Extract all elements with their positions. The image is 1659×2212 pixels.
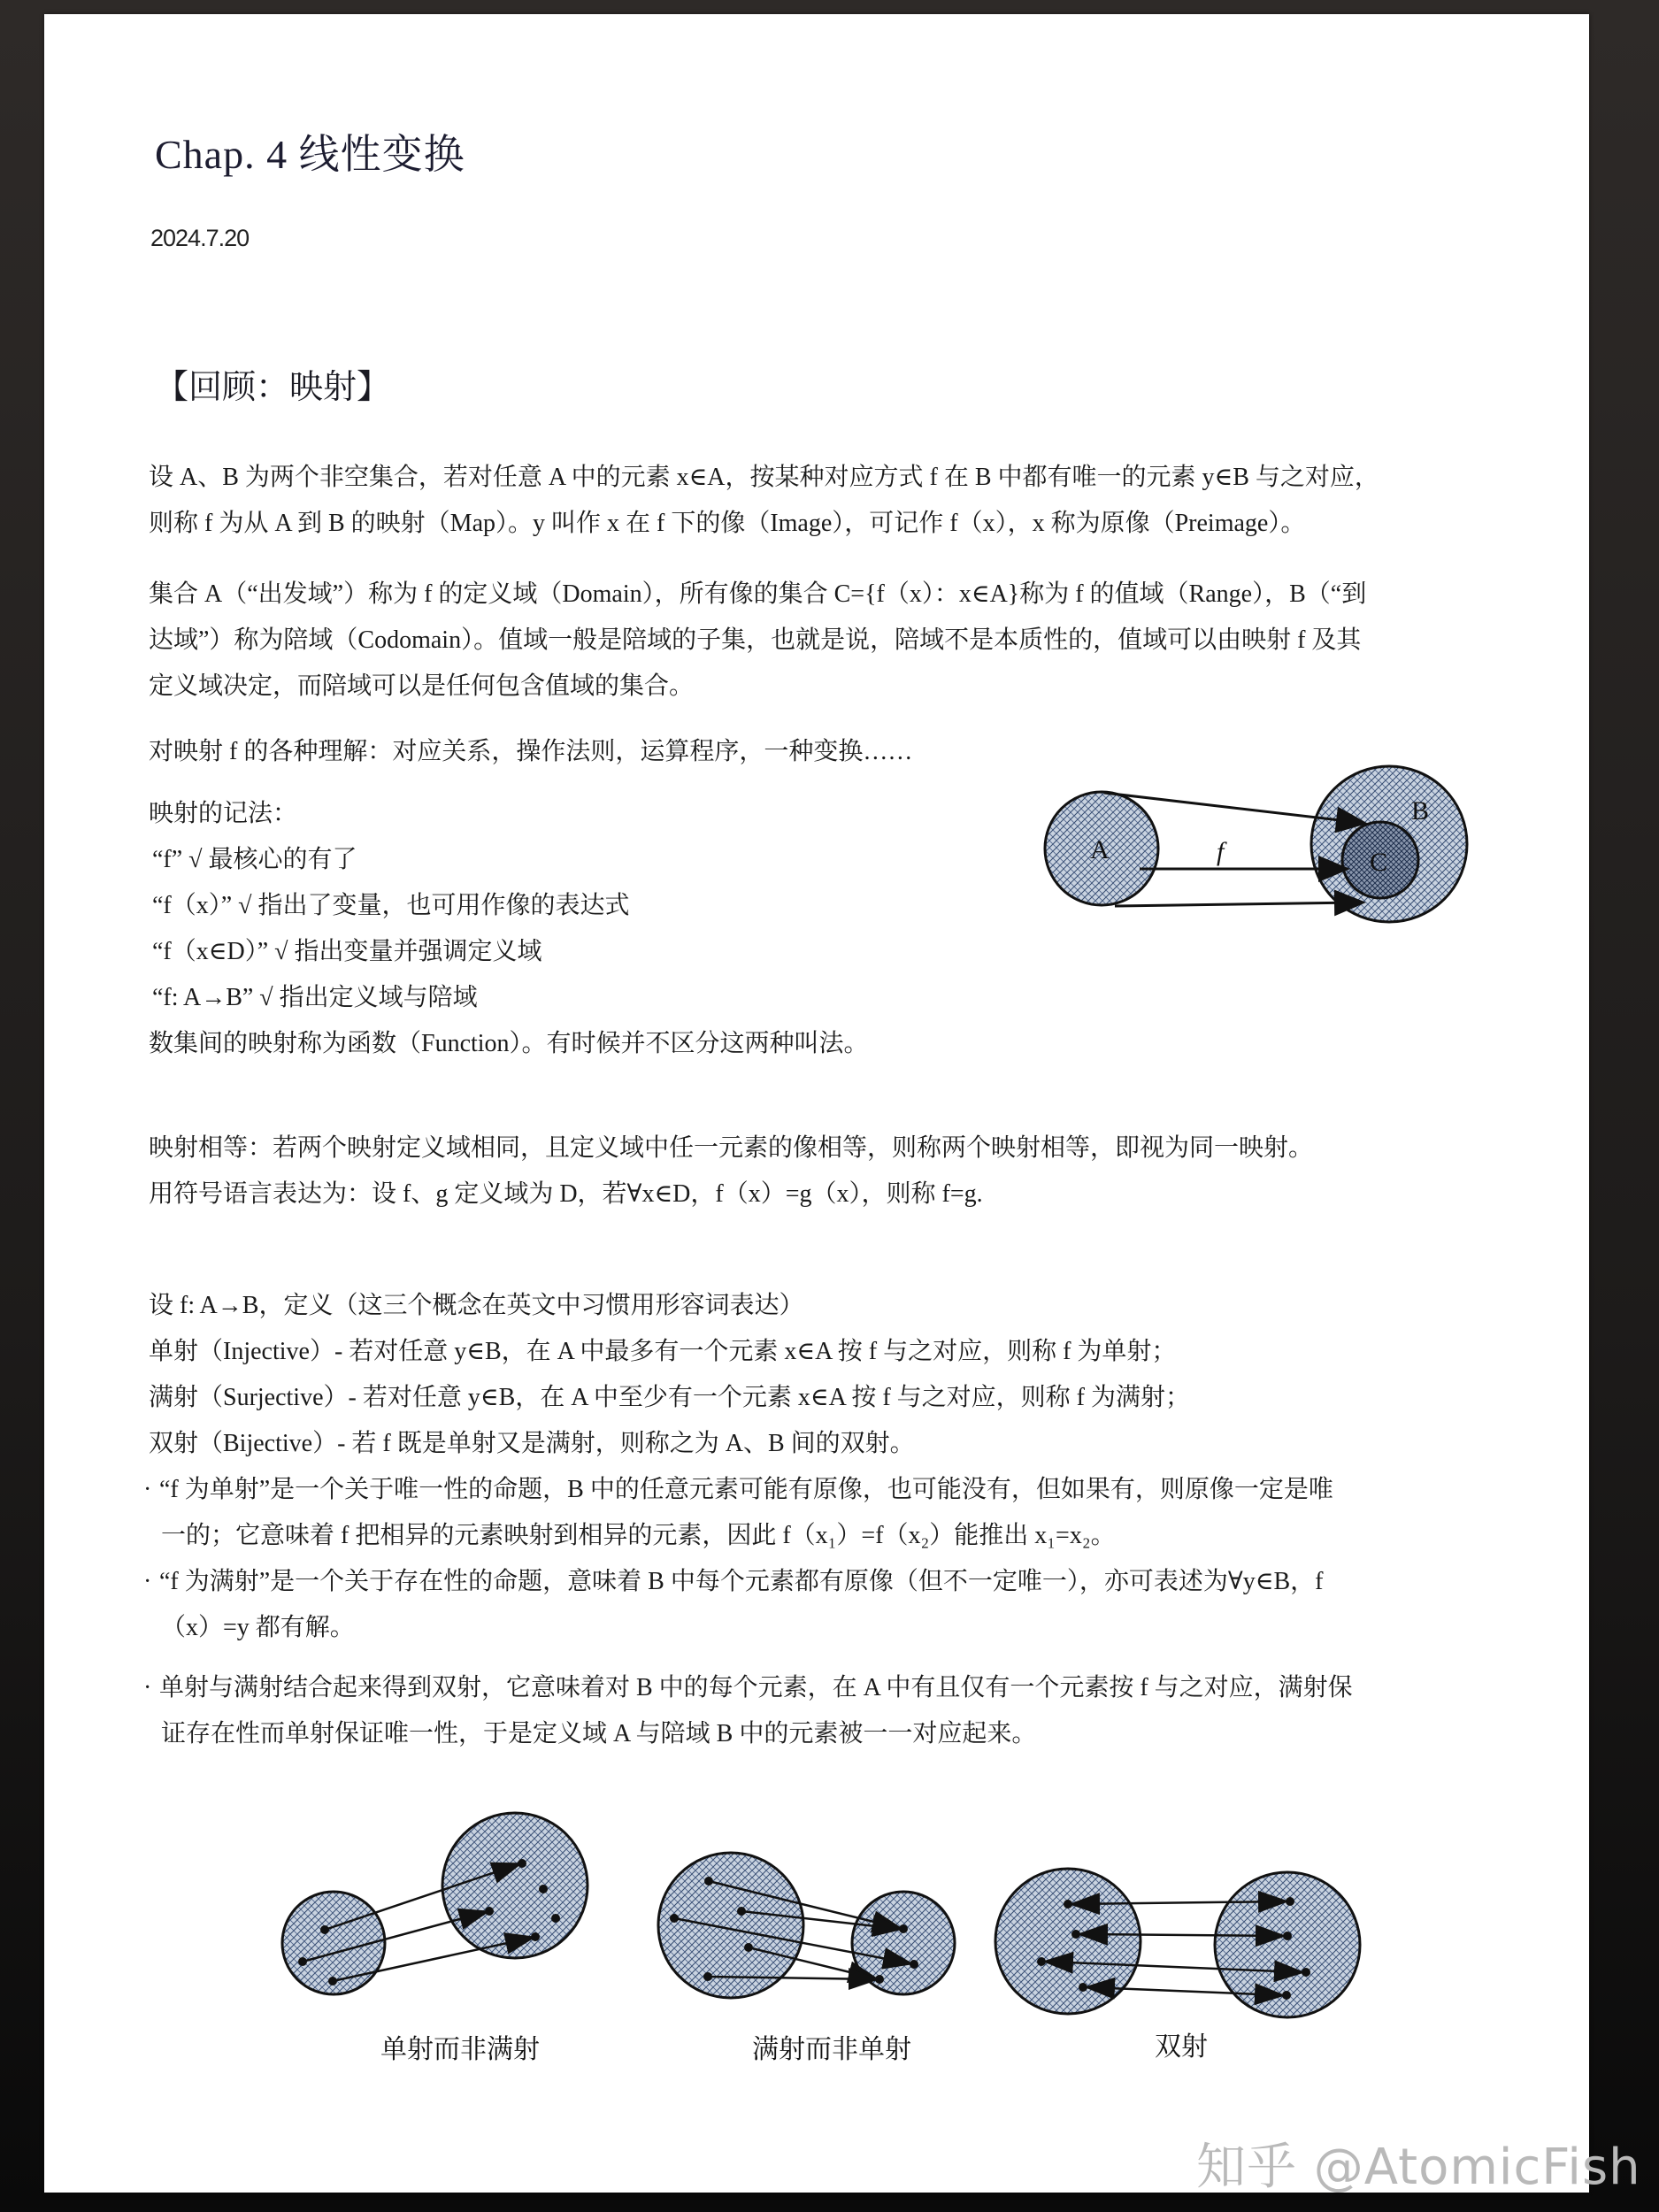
domain-circle <box>995 1869 1141 2014</box>
definition-surjective: 满射（Surjective）- 若对任意 y∈B，在 A 中至少有一个元素 x∈A 按 f 与之对应，则称 f 为满射； <box>149 1384 1190 1411</box>
bullet-injective-line-2: 一的；它意味着 f 把相异的元素映射到相异的元素，因此 f（x₁）=f（x₂）能推出 x₁=x₂。 <box>161 1522 1116 1549</box>
diagram-caption: 单射而非满射 <box>380 2035 540 2064</box>
paragraph-domain-line-3: 定义域决定，而陪域可以是任何包含值域的集合。 <box>149 672 695 700</box>
notation-item: “f” √ 最核心的有了 <box>152 846 357 873</box>
definition-intro: 设 f: A→B，定义（这三个概念在英文中习惯用形容词表达） <box>149 1292 804 1319</box>
diagram-surjective <box>628 1810 964 2076</box>
document-page <box>44 14 1589 2193</box>
bullet-marker: · <box>143 1568 152 1595</box>
equality-line-1: 映射相等：若两个映射定义域相同，且定义域中任一元素的像相等，则称两个映射相等，即视为同一映射。 <box>149 1134 1314 1162</box>
bullet-bijective-line-1 <box>143 1665 1353 1711</box>
bullet-text: “f 为单射”是一个关于唯一性的命题，B 中的任意元素可能有原像，也可能没有，但如果有，则原像一定是唯 <box>159 1476 1333 1503</box>
watermark: 知乎 @AtomicFish <box>1196 2139 1641 2196</box>
bullet-text: “f 为满射”是一个关于存在性的命题，意味着 B 中每个元素都有原像（但不一定唯一），亦可表述为∀y∈B，f <box>159 1568 1324 1595</box>
page-title: Chap. 4 线性变换 <box>155 132 465 177</box>
diagram-caption: 双射 <box>1155 2032 1208 2062</box>
function-note: 数集间的映射称为函数（Function）。有时候并不区分这两种叫法。 <box>149 1030 869 1057</box>
label-f: f <box>1217 837 1225 866</box>
paragraph-domain-line-1: 集合 A（“出发域”）称为 f 的定义域（Domain），所有像的集合 C={f（x）：x∈A}称为 f 的值域（Range），B（“到 <box>149 580 1367 608</box>
bullet-marker: · <box>143 1674 152 1701</box>
diagram-injective <box>265 1810 637 2076</box>
definition-injective: 单射（Injective）- 若对任意 y∈B，在 A 中最多有一个元素 x∈A 按 f 与之对应，则称 f 为单射； <box>149 1338 1177 1365</box>
codomain-circle <box>442 1813 588 1958</box>
mapping-diagram-figure <box>1035 756 1478 933</box>
bullet-text: 单射与满射结合起来得到双射，它意味着对 B 中的每个元素，在 A 中有且仅有一个元素按 f 与之对应，满射保 <box>159 1674 1353 1701</box>
label-a: A <box>1090 835 1110 864</box>
mapping-arrow <box>1115 902 1361 906</box>
notation-item: “f: A→B” √ 指出定义域与陪域 <box>152 984 478 1011</box>
bullet-injective-line-1 <box>143 1467 1333 1513</box>
document-date: 2024.7.20 <box>150 225 250 251</box>
notation-heading: 映射的记法： <box>149 800 298 827</box>
section-heading: 【回顾：映射】 <box>155 369 391 406</box>
paragraph-understanding: 对映射 f 的各种理解：对应关系，操作法则，运算程序，一种变换…… <box>149 738 913 765</box>
diagram-caption: 满射而非单射 <box>752 2035 911 2064</box>
paragraph-definition-line-1: 设 A、B 为两个非空集合，若对任意 A 中的元素 x∈A，按某种对应方式 f 在 B 中都有唯一的元素 y∈B 与之对应， <box>149 464 1379 491</box>
label-c: C <box>1370 848 1388 877</box>
notation-item: “f（x∈D）” √ 指出变量并强调定义域 <box>152 938 542 965</box>
diagram-bijective <box>982 1837 1389 2076</box>
bullet-bijective-line-2: 证存在性而单射保证唯一性，于是定义域 A 与陪域 B 中的元素被一一对应起来。 <box>161 1720 1037 1747</box>
paragraph-definition-line-2: 则称 f 为从 A 到 B 的映射（Map）。y 叫作 x 在 f 下的像（Image），可记作 f（x），x 称为原像（Preimage）。 <box>149 510 1306 537</box>
definition-bijective: 双射（Bijective）- 若 f 既是单射又是满射，则称之为 A、B 间的双射。 <box>149 1430 915 1457</box>
mapping-diagram <box>1035 756 1478 933</box>
bullet-marker: · <box>143 1476 152 1503</box>
bijective-diagram-figure <box>982 1837 1389 2023</box>
paragraph-domain-line-2: 达域”）称为陪域（Codomain）。值域一般是陪域的子集，也就是说，陪域不是本质性的，值域可以由映射 f 及其 <box>149 626 1362 654</box>
bullet-surjective-line-1 <box>143 1559 1324 1605</box>
injective-diagram-figure <box>265 1810 637 2014</box>
equality-line-2: 用符号语言表达为：设 f、g 定义域为 D，若∀x∈D，f（x）=g（x），则称 f=g. <box>149 1180 983 1208</box>
label-b: B <box>1411 796 1430 826</box>
surjective-diagram-figure <box>628 1810 964 2014</box>
bullet-surjective-line-2: （x）=y 都有解。 <box>161 1614 355 1641</box>
notation-item: “f（x）” √ 指出了变量，也可用作像的表达式 <box>152 892 630 919</box>
